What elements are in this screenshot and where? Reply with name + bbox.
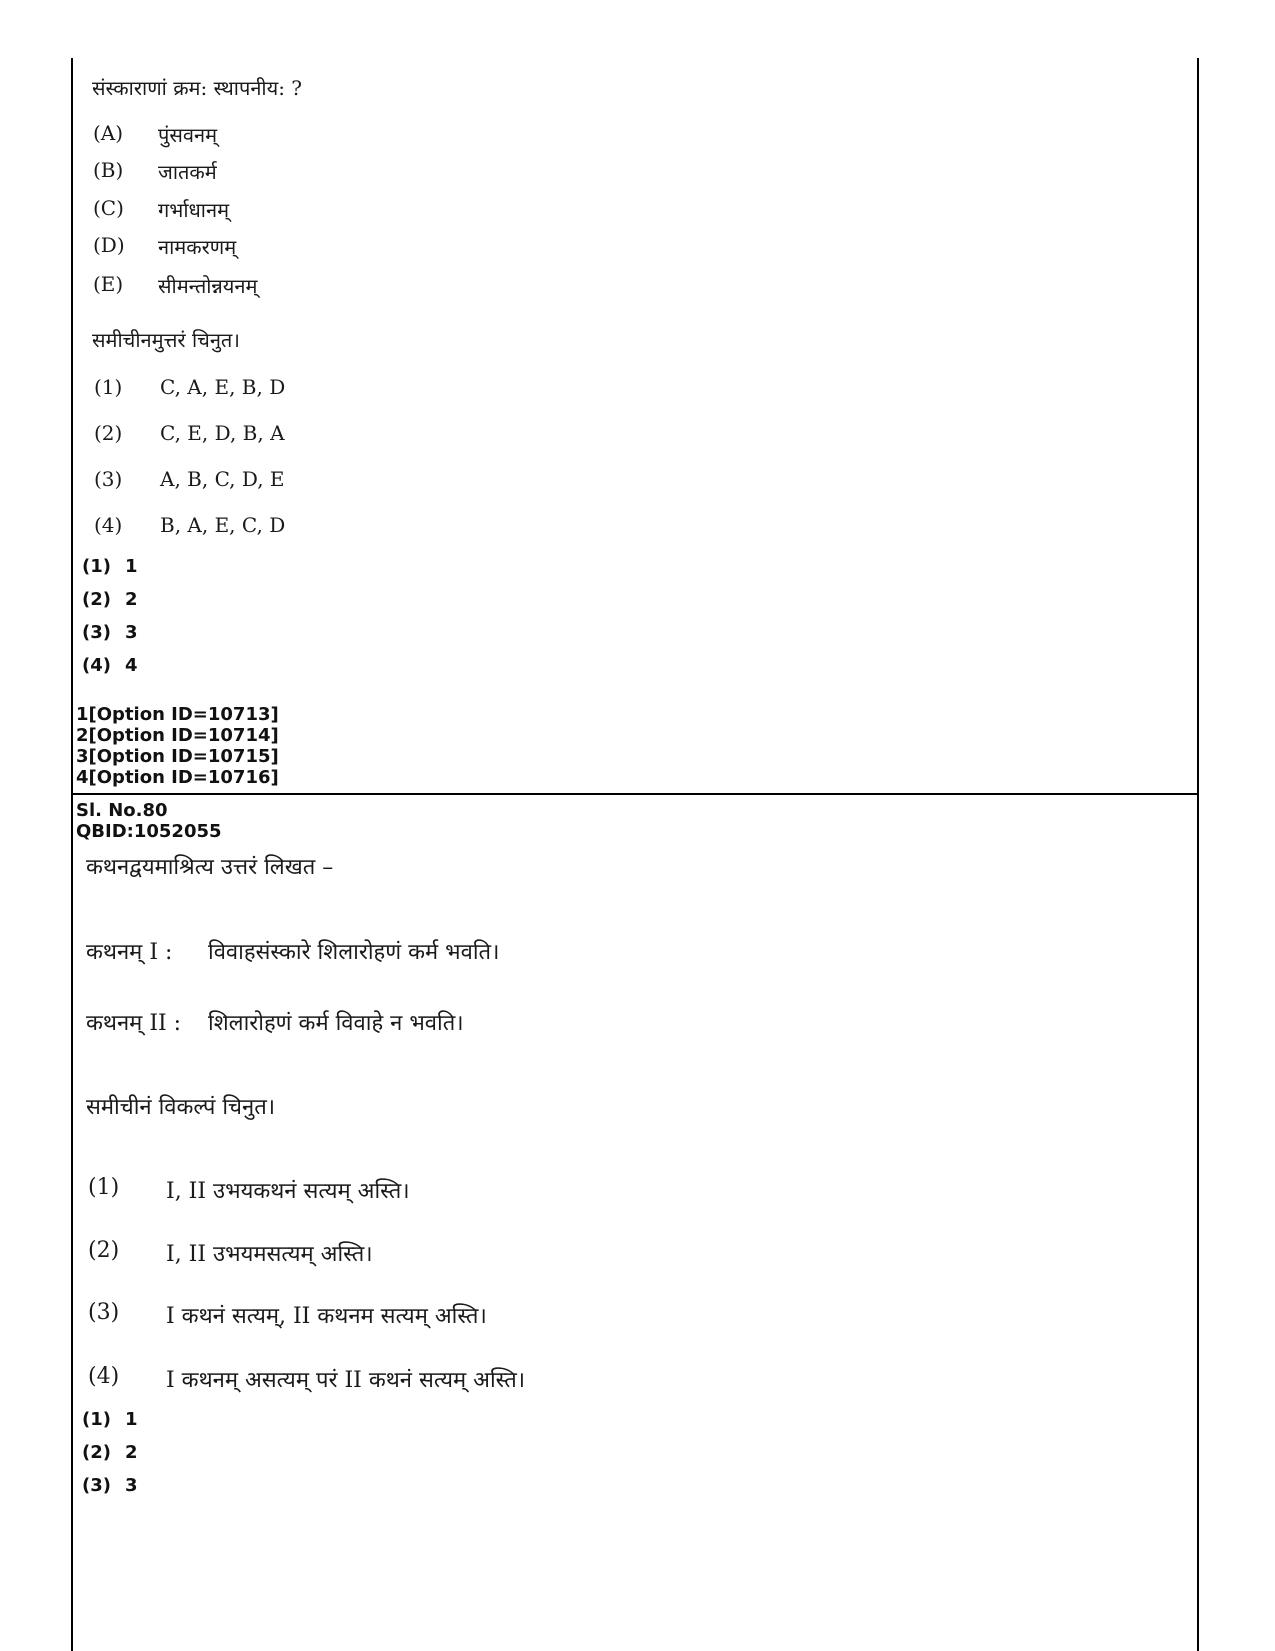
q80-choice-text: I कथनं सत्यम्, II कथनम सत्यम् अस्ति।: [166, 1304, 487, 1329]
q79-item-text: पुंसवनम्: [158, 123, 218, 147]
q79-item-text: जातकर्म: [158, 160, 217, 184]
q80-statement-label: कथनम् II :: [86, 1011, 182, 1036]
q80-answer-label: (2): [82, 1442, 111, 1463]
q79-item-label: (E): [93, 272, 124, 296]
q79-choice-label: (2): [94, 421, 123, 445]
q79-choice-label: (4): [94, 513, 123, 537]
q79-instruction: समीचीनमुत्तरं चिनुत।: [92, 328, 240, 352]
q79-item-label: (A): [93, 121, 124, 145]
q80-answer-value: 2: [125, 1442, 138, 1463]
q80-choice-label: (1): [88, 1175, 120, 1200]
q80-answer-label: (1): [82, 1409, 111, 1430]
q80-choice-text: I, II उभयकथनं सत्यम् अस्ति।: [166, 1179, 410, 1204]
q79-choice-text: A, B, C, D, E: [160, 467, 285, 491]
q80-choice-text: I, II उभयमसत्यम् अस्ति।: [166, 1242, 373, 1267]
q79-item-text: गर्भाधानम्: [158, 198, 230, 222]
q79-item-text: सीमन्तोन्नयनम्: [158, 274, 258, 298]
qbid: QBID:1052055: [76, 821, 222, 842]
q80-choice-text: I कथनम् असत्यम् परं II कथनं सत्यम् अस्ति।: [166, 1368, 526, 1393]
q79-answer-value: 1: [125, 556, 138, 577]
q80-statement-text: विवाहसंस्कारे शिलारोहणं कर्म भवति।: [208, 940, 500, 965]
q79-answer-value: 4: [125, 655, 138, 676]
q79-choice-text: C, E, D, B, A: [160, 421, 285, 445]
q79-answer-label: (2): [82, 589, 111, 610]
q80-answer-value: 3: [125, 1475, 138, 1496]
q80-choice-label: (3): [88, 1300, 120, 1325]
q79-stem: संस्काराणां क्रम: स्थापनीय: ?: [92, 76, 303, 100]
q80-statement-text: शिलारोहणं कर्म विवाहे न भवति।: [208, 1011, 464, 1036]
q79-item-text: नामकरणम्: [158, 235, 237, 259]
q80-answer-value: 1: [125, 1409, 138, 1430]
sl-no: Sl. No.80: [76, 800, 168, 821]
option-id: 3[Option ID=10715]: [76, 746, 279, 767]
q79-answer-label: (1): [82, 556, 111, 577]
q79-option-ids: [76, 704, 279, 788]
option-id: 2[Option ID=10714]: [76, 725, 279, 746]
q79-choice-text: B, A, E, C, D: [160, 513, 286, 537]
q80-choice-label: (4): [88, 1364, 120, 1389]
q79-item-label: (B): [93, 158, 124, 182]
option-id: 4[Option ID=10716]: [76, 767, 279, 788]
option-id: 1[Option ID=10713]: [76, 704, 279, 725]
q79-choice-text: C, A, E, B, D: [160, 375, 286, 399]
q80-statement-label: कथनम् I :: [86, 940, 173, 965]
q79-item-label: (D): [93, 233, 125, 257]
q80-answer-label: (3): [82, 1475, 111, 1496]
q79-answer-value: 2: [125, 589, 138, 610]
q79-choice-label: (1): [94, 375, 123, 399]
question-divider: [71, 793, 1199, 795]
q80-stem: कथनद्वयमाश्रित्य उत्तरं लिखत –: [86, 855, 334, 880]
q80-instruction: समीचीनं विकल्पं चिनुत।: [86, 1095, 276, 1120]
q79-answer-label: (4): [82, 655, 111, 676]
q80-choice-label: (2): [88, 1238, 120, 1263]
q80-header: [76, 800, 222, 842]
q79-item-label: (C): [93, 196, 124, 220]
q79-choice-label: (3): [94, 467, 123, 491]
q79-answer-value: 3: [125, 622, 138, 643]
q79-answer-label: (3): [82, 622, 111, 643]
